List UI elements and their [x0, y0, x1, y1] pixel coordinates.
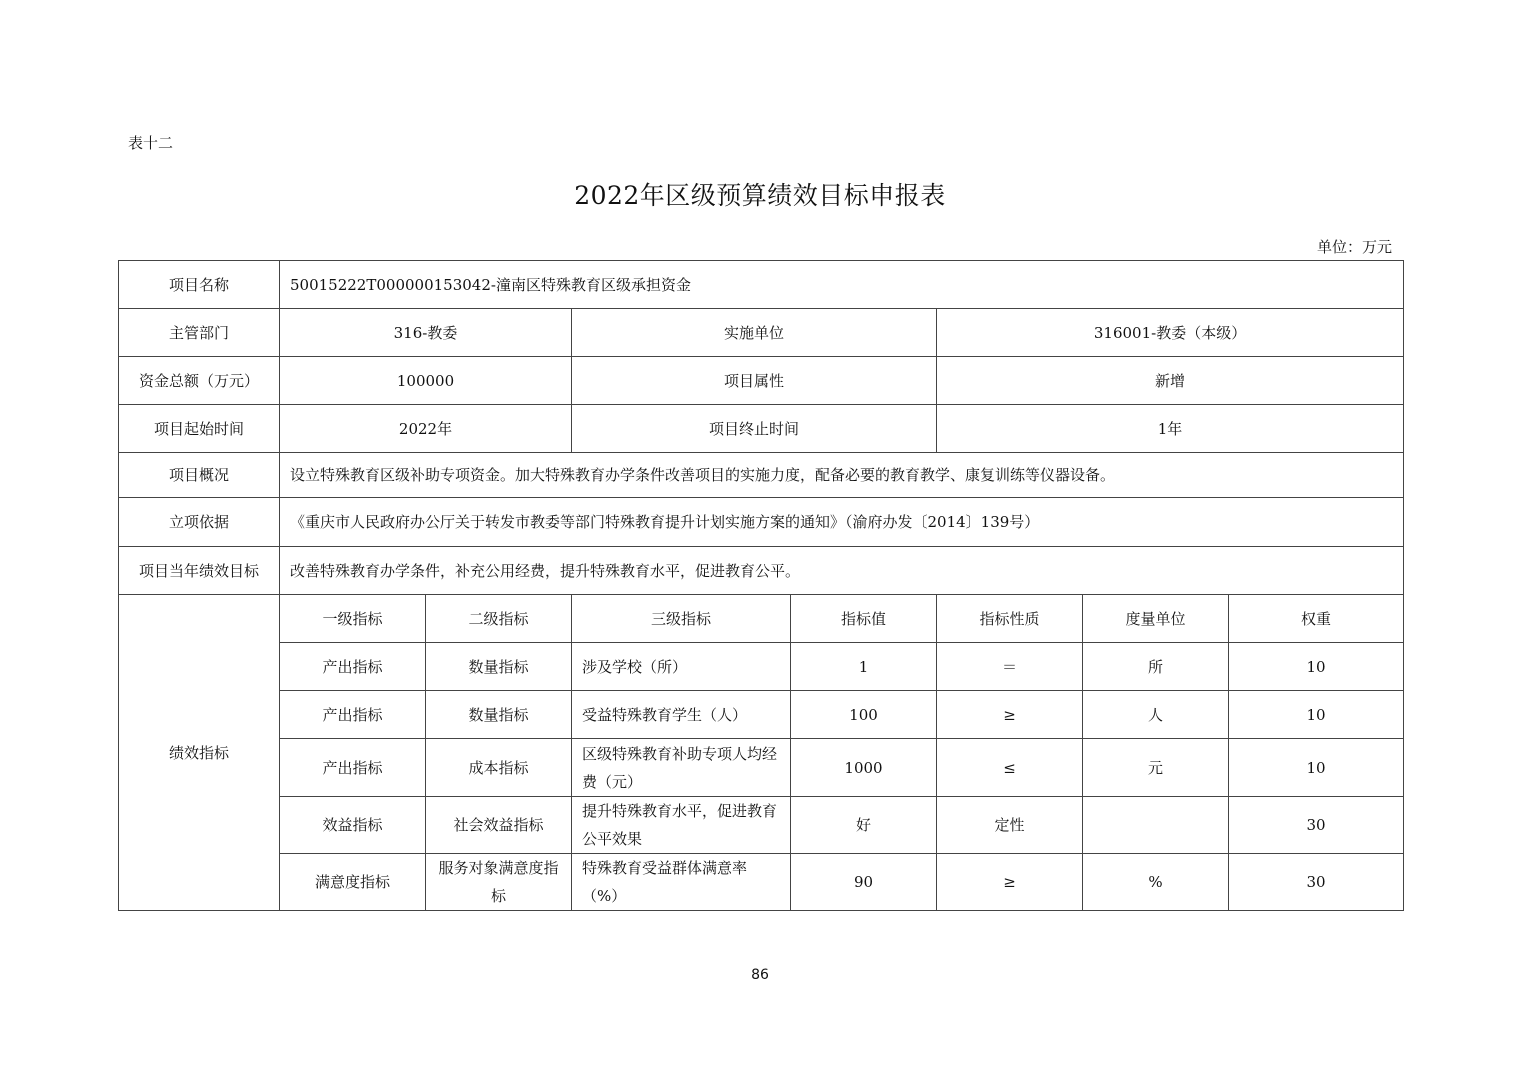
table-cell: 30 — [1229, 854, 1404, 911]
table-cell: 100 — [791, 691, 937, 739]
total-funds-value: 100000 — [280, 357, 572, 405]
table-cell: 满意度指标 — [280, 854, 426, 911]
table-cell: 数量指标 — [426, 691, 572, 739]
table-cell: ≤ — [937, 739, 1083, 797]
basis-label: 立项依据 — [119, 498, 280, 547]
table-row — [119, 309, 1404, 357]
table-row — [119, 643, 1404, 691]
table-cell: 涉及学校（所） — [572, 643, 791, 691]
column-header: 度量单位 — [1083, 595, 1229, 643]
end-time-label: 项目终止时间 — [572, 405, 937, 453]
table-row — [119, 797, 1404, 854]
attribute-label: 项目属性 — [572, 357, 937, 405]
table-cell: 社会效益指标 — [426, 797, 572, 854]
start-time-label: 项目起始时间 — [119, 405, 280, 453]
table-cell: 产出指标 — [280, 739, 426, 797]
table-cell: 效益指标 — [280, 797, 426, 854]
project-name-label: 项目名称 — [119, 261, 280, 309]
column-header: 指标性质 — [937, 595, 1083, 643]
overview-label: 项目概况 — [119, 453, 280, 498]
table-cell — [1083, 797, 1229, 854]
column-header: 三级指标 — [572, 595, 791, 643]
table-cell: % — [1083, 854, 1229, 911]
table-cell: 30 — [1229, 797, 1404, 854]
table-cell: 10 — [1229, 691, 1404, 739]
unit-note: 单位：万元 — [1316, 238, 1392, 256]
table-cell: 服务对象满意度指标 — [426, 854, 572, 911]
impl-unit-label: 实施单位 — [572, 309, 937, 357]
column-header: 二级指标 — [426, 595, 572, 643]
table-cell: 产出指标 — [280, 643, 426, 691]
table-row — [119, 739, 1404, 797]
dept-value: 316-教委 — [280, 309, 572, 357]
column-header: 一级指标 — [280, 595, 426, 643]
table-cell: 人 — [1083, 691, 1229, 739]
table-cell: 成本指标 — [426, 739, 572, 797]
table-number-label: 表十二 — [128, 134, 174, 152]
table-cell: ≥ — [937, 691, 1083, 739]
table-row — [119, 357, 1404, 405]
column-header: 指标值 — [791, 595, 937, 643]
table-cell: 所 — [1083, 643, 1229, 691]
goal-label: 项目当年绩效目标 — [119, 547, 280, 595]
indicators-section-label: 绩效指标 — [119, 595, 280, 911]
goal-value: 改善特殊教育办学条件，补充公用经费，提升特殊教育水平，促进教育公平。 — [280, 547, 1404, 595]
document-title: 2022年区级预算绩效目标申报表 — [574, 181, 946, 210]
table-cell: 受益特殊教育学生（人） — [572, 691, 791, 739]
table-cell: 数量指标 — [426, 643, 572, 691]
budget-performance-table — [118, 260, 1404, 911]
table-row — [119, 453, 1404, 498]
table-row — [119, 691, 1404, 739]
dept-label: 主管部门 — [119, 309, 280, 357]
table-cell: 定性 — [937, 797, 1083, 854]
table-cell: 10 — [1229, 739, 1404, 797]
attribute-value: 新增 — [937, 357, 1404, 405]
table-row — [119, 261, 1404, 309]
table-cell: 产出指标 — [280, 691, 426, 739]
table-cell: 好 — [791, 797, 937, 854]
table-cell: 提升特殊教育水平，促进教育公平效果 — [572, 797, 791, 854]
table-row — [119, 595, 1404, 643]
column-header: 权重 — [1229, 595, 1404, 643]
table-cell: 特殊教育受益群体满意率（%） — [572, 854, 791, 911]
table-cell: 90 — [791, 854, 937, 911]
overview-value: 设立特殊教育区级补助专项资金。加大特殊教育办学条件改善项目的实施力度，配备必要的教育教学、康复训练等仪器设备。 — [280, 453, 1404, 498]
total-funds-label: 资金总额（万元） — [119, 357, 280, 405]
table-row — [119, 854, 1404, 911]
table-cell: 元 — [1083, 739, 1229, 797]
basis-value: 《重庆市人民政府办公厅关于转发市教委等部门特殊教育提升计划实施方案的通知》（渝府办发〔2014〕139号） — [280, 498, 1404, 547]
start-time-value: 2022年 — [280, 405, 572, 453]
project-name-value: 50015222T000000153042-潼南区特殊教育区级承担资金 — [280, 261, 1404, 309]
impl-unit-value: 316001-教委（本级） — [937, 309, 1404, 357]
table-cell: 1 — [791, 643, 937, 691]
page-number: 86 — [751, 967, 769, 983]
table-row — [119, 405, 1404, 453]
table-cell: ＝ — [937, 643, 1083, 691]
end-time-value: 1年 — [937, 405, 1404, 453]
table-cell: ≥ — [937, 854, 1083, 911]
table-cell: 1000 — [791, 739, 937, 797]
table-cell: 10 — [1229, 643, 1404, 691]
table-row — [119, 498, 1404, 547]
table-row — [119, 547, 1404, 595]
table-cell: 区级特殊教育补助专项人均经费（元） — [572, 739, 791, 797]
